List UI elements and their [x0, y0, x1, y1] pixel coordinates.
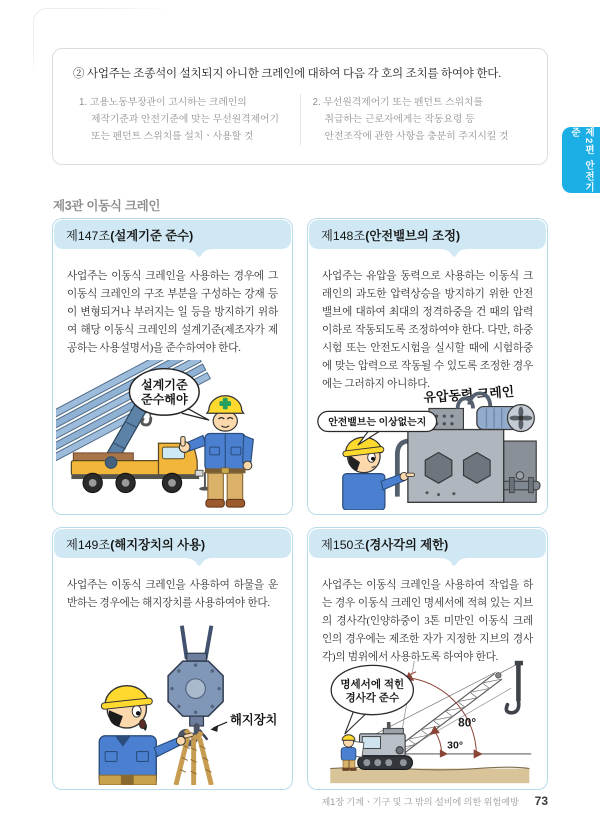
- hydraulic-machine: [397, 393, 540, 502]
- crawler-crane-angle-illustration: [311, 648, 545, 785]
- bubble-text-line1: 명세서에 적힌: [339, 678, 404, 691]
- card-150-illustration: [308, 648, 547, 785]
- card-150-body: 사업주는 이동식 크레인을 사용하여 작업을 하는 경우 이동식 크레인 명세서에 적혀 있는 지브의 경사각(인양하중이 3톤 미만인 이동식 크레인의 경우에는 제조한 자가 지정한 지브의 경사각)의 범위에서 사용하도록 하여야 한다.: [322, 580, 533, 663]
- notice-intro: ② 사업주는 조종석이 설치되지 아니한 크레인에 대하여 다음 각 호의 조치를 하여야 한다.: [73, 68, 501, 80]
- ground: [330, 769, 529, 784]
- notice-columns: [53, 89, 547, 145]
- ghost-fade: [100, 6, 190, 10]
- latch-label: [210, 712, 277, 732]
- hook-latch-illustration: [56, 625, 290, 785]
- card-148-illustration: [308, 374, 547, 510]
- card-article-149: [52, 527, 293, 790]
- machine-caption: 유압동력 크레인: [422, 383, 515, 406]
- max-angle-label: 80°: [457, 715, 476, 730]
- footer-chapter-title: 제1장 기계ㆍ기구 및 그 밖의 설비에 의한 위험예방: [321, 797, 519, 807]
- section-title: 제3관 이동식 크레인: [53, 199, 161, 213]
- bubble-text-line2: 준수해야: [140, 392, 188, 407]
- crawler-crane: [357, 722, 412, 769]
- card-148-heading: [321, 226, 460, 244]
- hydraulic-crane-illustration: [311, 374, 545, 510]
- truck-crane-illustration: [56, 360, 290, 510]
- card-147-illustration: [53, 360, 292, 510]
- safety-helmet-icon: [342, 735, 355, 740]
- card-149-illustration: [53, 625, 292, 785]
- card-149-header: [53, 528, 292, 568]
- card-148-body: 사업주는 유압을 동력으로 사용하는 이동식 크레인의 과도한 압력상승을 방지하기 위한 안전밸브에 대하여 최대의 정격하중을 건 때의 압력 이하로 작동되도록 조정하여야 한다. 다만, 하중시험 또는 안전도시험을 실시할 때에 시험하중에 맞는 압력으로 작동될 수 있도록 조정한 경우에는 그러하지 아니하다.: [322, 271, 533, 390]
- card-148-header: [308, 219, 547, 259]
- bubble-text: 안전밸브는 이상없는지: [327, 417, 426, 429]
- speech-bubble: [331, 665, 413, 734]
- card-147-heading: [66, 226, 193, 244]
- notice-item-1: 1. 고용노동부장관이 고시하는 크레인의 제작기준과 안전기준에 맞는 무선원격제어기 또는 펜던트 스위치를 설치ㆍ사용할 것: [79, 97, 279, 143]
- article-number: 제147조: [66, 229, 111, 243]
- card-150-heading: [321, 535, 448, 553]
- page-footer: [321, 794, 548, 808]
- article-title: (설계기준 준수): [110, 229, 194, 243]
- article-title: (안전밸브의 조정): [365, 229, 461, 243]
- bubble-text-line1: 설계기준: [140, 378, 188, 393]
- article-number: 제148조: [321, 229, 366, 243]
- article-cards-grid: [52, 218, 548, 790]
- card-article-147: [52, 218, 293, 515]
- card-150-header: [308, 528, 547, 568]
- article-number: 제149조: [66, 538, 111, 552]
- article-number: 제150조: [321, 538, 366, 552]
- card-article-148: [307, 218, 548, 515]
- article-title: (경사각의 제한): [365, 538, 449, 552]
- card-147-header: [53, 219, 292, 259]
- card-149-body: 사업주는 이동식 크레인을 사용하여 하물을 운반하는 경우에는 해지장치를 사용하여야 한다.: [67, 580, 278, 609]
- ghost-fade: [31, 48, 36, 78]
- card-149-heading: [66, 535, 205, 553]
- article-title: (해지장치의 사용): [110, 538, 206, 552]
- footer-page-number: 73: [534, 794, 548, 808]
- notice-item-2: 2. 무선원격제어기 또는 펜던트 스위치를 취급하는 근로자에게는 작동요령 등 안전조작에 관한 사항을 충분히 주지시킬 것: [300, 94, 534, 145]
- bubble-text-line2: 경사각 준수: [344, 691, 399, 704]
- min-angle-label: 30°: [446, 739, 463, 752]
- worker-figure: [342, 437, 414, 510]
- card-147-body: 사업주는 이동식 크레인을 사용하는 경우에 그 이동식 크레인의 구조 부분을 구성하는 강재 등이 변형되거나 부러지는 일 등을 방지하기 위하여 해당 이동식 크레인의 설계기준(제조자가 제공하는 사용설명서)을 준수하여야 한다.: [67, 271, 278, 354]
- notice-box: [52, 48, 548, 165]
- latch-label-text: 해지장치: [229, 713, 277, 728]
- card-article-150: [307, 527, 548, 790]
- hook-block: [168, 626, 223, 744]
- edition-side-tab: 제2편 안전기준: [562, 127, 600, 193]
